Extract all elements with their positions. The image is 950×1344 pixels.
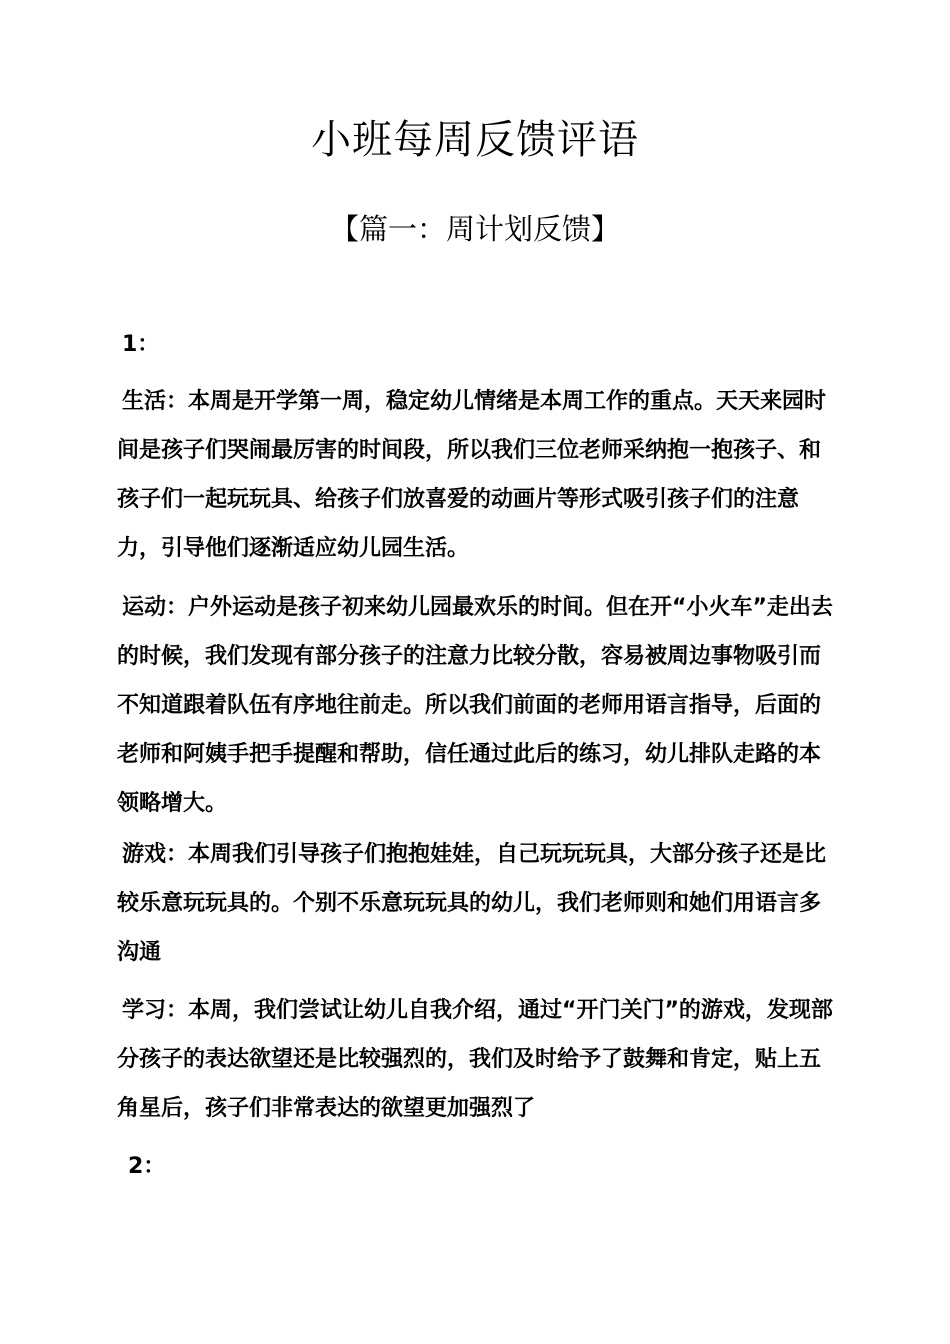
paragraph-life-text: 生活：本周是开学第一周，稳定幼儿情绪是本周工作的重点。天天来园时间是孩子们哭闹最厉害的时间段，所以我们三位老师采纳抱一抱孩子、和孩子们一起玩玩具、给孩子们放喜爱的动画片等形式吸引孩子们的注意力，引导他们逐渐适应幼儿园生活。 xyxy=(117,389,827,561)
paragraph-game-text: 游戏：本周我们引导孩子们抱抱娃娃，自己玩玩玩具，大部分孩子还是比较乐意玩玩具的。个别不乐意玩玩具的幼儿，我们老师则和她们用语言多沟通 xyxy=(117,842,827,965)
section-number-2: 2： xyxy=(128,1154,166,1179)
paragraph-sport-text: 运动：户外运动是孩子初来幼儿园最欢乐的时间。但在开“小火车”走出去的时候，我们发现有部分孩子的注意力比较分散，容易被周边事物吸引而不知道跟着队伍有序地往前走。所以我们前面的老师用语言指导，后面的老师和阿姨手把手提醒和帮助，信任通过此后的练习，幼儿排队走路的本领略增大。 xyxy=(117,595,833,816)
document-subtitle: 【篇一：周计划反馈】 xyxy=(329,212,620,246)
paragraph-life xyxy=(117,377,837,573)
document-title: 小班每周反馈评语 xyxy=(311,117,639,163)
paragraph-game xyxy=(117,830,837,977)
paragraph-study xyxy=(117,986,837,1133)
paragraph-sport xyxy=(117,583,837,828)
section-number-1: 1： xyxy=(122,332,160,357)
paragraph-study-text: 学习：本周，我们尝试让幼儿自我介绍，通过“开门关门”的游戏，发现部分孩子的表达欲望还是比较强烈的，我们及时给予了鼓舞和肯定，贴上五角星后，孩子们非常表达的欲望更加强烈了 xyxy=(117,998,833,1121)
